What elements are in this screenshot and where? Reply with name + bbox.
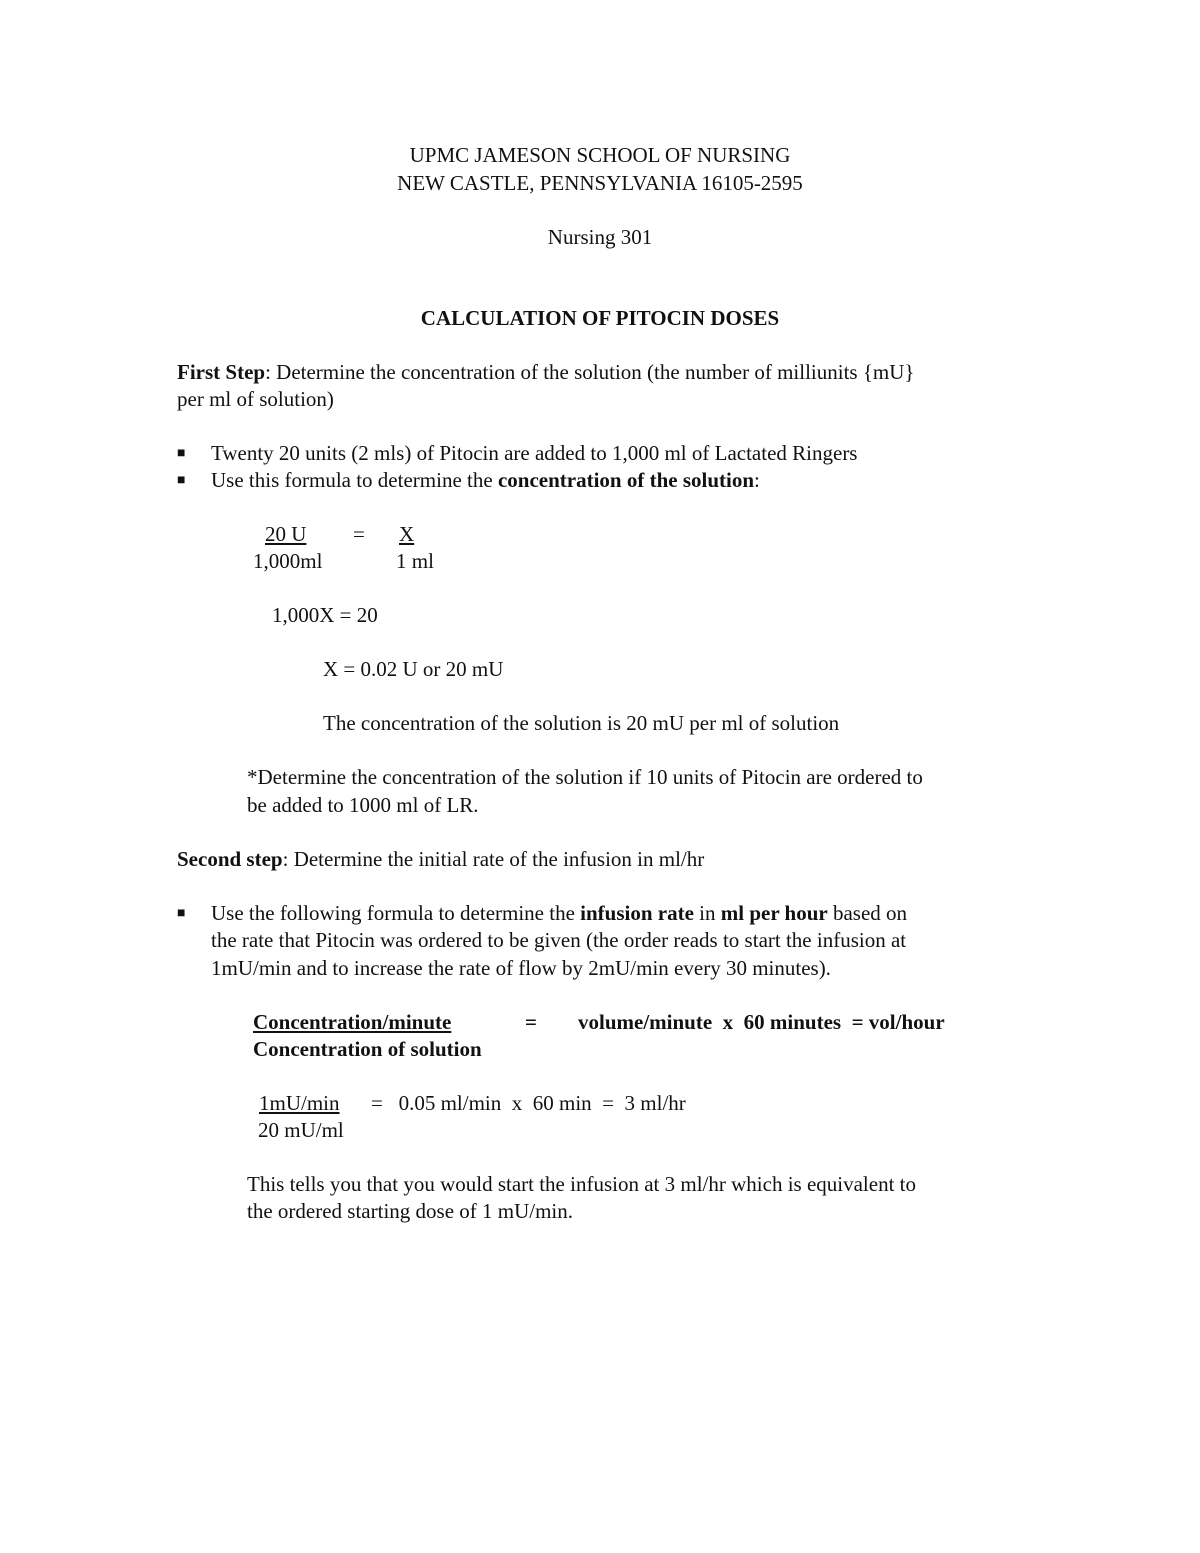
first-step-bullet2 (211, 467, 760, 494)
second-step-label: Second step (177, 847, 283, 871)
bullet-icon: ■ (177, 906, 186, 921)
formula-numerator-left: 20 U (265, 522, 307, 546)
document-title: CALCULATION OF PITOCIN DOSES (420, 306, 780, 330)
rate-formula-denominator: Concentration of solution (253, 1037, 482, 1061)
first-step-label: First Step (177, 360, 266, 384)
bullet-text-in: in (693, 901, 721, 925)
bullet2-text: Use this formula to determine the (211, 468, 498, 492)
formula-numerator-right: X (399, 522, 415, 546)
equation-step2: X = 0.02 U or 20 mU (323, 657, 504, 681)
first-step-line2: per ml of solution) (177, 387, 334, 411)
concentration-result: The concentration of the solution is 20 mU per ml of solution (323, 711, 840, 735)
formula-equals: = (353, 522, 365, 546)
first-step-text: : Determine the concentration of the solution (the number of milliunits {mU} (265, 360, 915, 384)
course-name: Nursing 301 (547, 225, 653, 249)
formula-denominator-left: 1,000ml (253, 549, 323, 573)
school-address: NEW CASTLE, PENNSYLVANIA 16105-2595 (397, 171, 803, 195)
first-step-line1 (177, 359, 915, 386)
conclusion-line1: This tells you that you would start the infusion at 3 ml/hr which is equivalent to (247, 1172, 916, 1196)
bullet-bold-ml-per-hour: ml per hour (720, 901, 828, 925)
example-right: = 0.05 ml/min x 60 min = 3 ml/hr (371, 1091, 686, 1115)
exercise-line2: be added to 1000 ml of LR. (247, 793, 479, 817)
second-step-line (177, 846, 704, 873)
bullet-icon: ■ (177, 446, 186, 461)
conclusion-line2: the ordered starting dose of 1 mU/min. (247, 1199, 574, 1223)
first-step-bullet1: Twenty 20 units (2 mls) of Pitocin are added to 1,000 ml of Lactated Ringers (211, 441, 858, 465)
rate-formula-equals: = (525, 1010, 537, 1034)
bullet-icon: ■ (177, 473, 186, 488)
second-step-bullet-line3: 1mU/min and to increase the rate of flow by 2mU/min every 30 minutes). (211, 956, 831, 980)
equation-step1: 1,000X = 20 (272, 603, 378, 627)
example-numerator: 1mU/min (259, 1091, 340, 1115)
rate-formula-right: volume/minute x 60 minutes = vol/hour (578, 1010, 945, 1034)
second-step-bullet-line1 (211, 900, 907, 927)
second-step-bullet-line2: the rate that Pitocin was ordered to be given (the order reads to start the infusion at (211, 928, 907, 952)
bullet-text: Use the following formula to determine the (211, 901, 581, 925)
formula-denominator-right: 1 ml (396, 549, 434, 573)
exercise-line1: *Determine the concentration of the solution if 10 units of Pitocin are ordered to (247, 765, 923, 789)
bullet2-bold-text: concentration of the solution (497, 468, 755, 492)
rate-formula-numerator: Concentration/minute (253, 1010, 452, 1034)
bullet-text-based-on: based on (827, 901, 908, 925)
school-name: UPMC JAMESON SCHOOL OF NURSING (409, 143, 791, 167)
bullet2-colon: : (754, 468, 760, 492)
example-denominator: 20 mU/ml (258, 1118, 344, 1142)
second-step-text: : Determine the initial rate of the infusion in ml/hr (282, 847, 705, 871)
bullet-bold-infusion-rate: infusion rate (580, 901, 694, 925)
